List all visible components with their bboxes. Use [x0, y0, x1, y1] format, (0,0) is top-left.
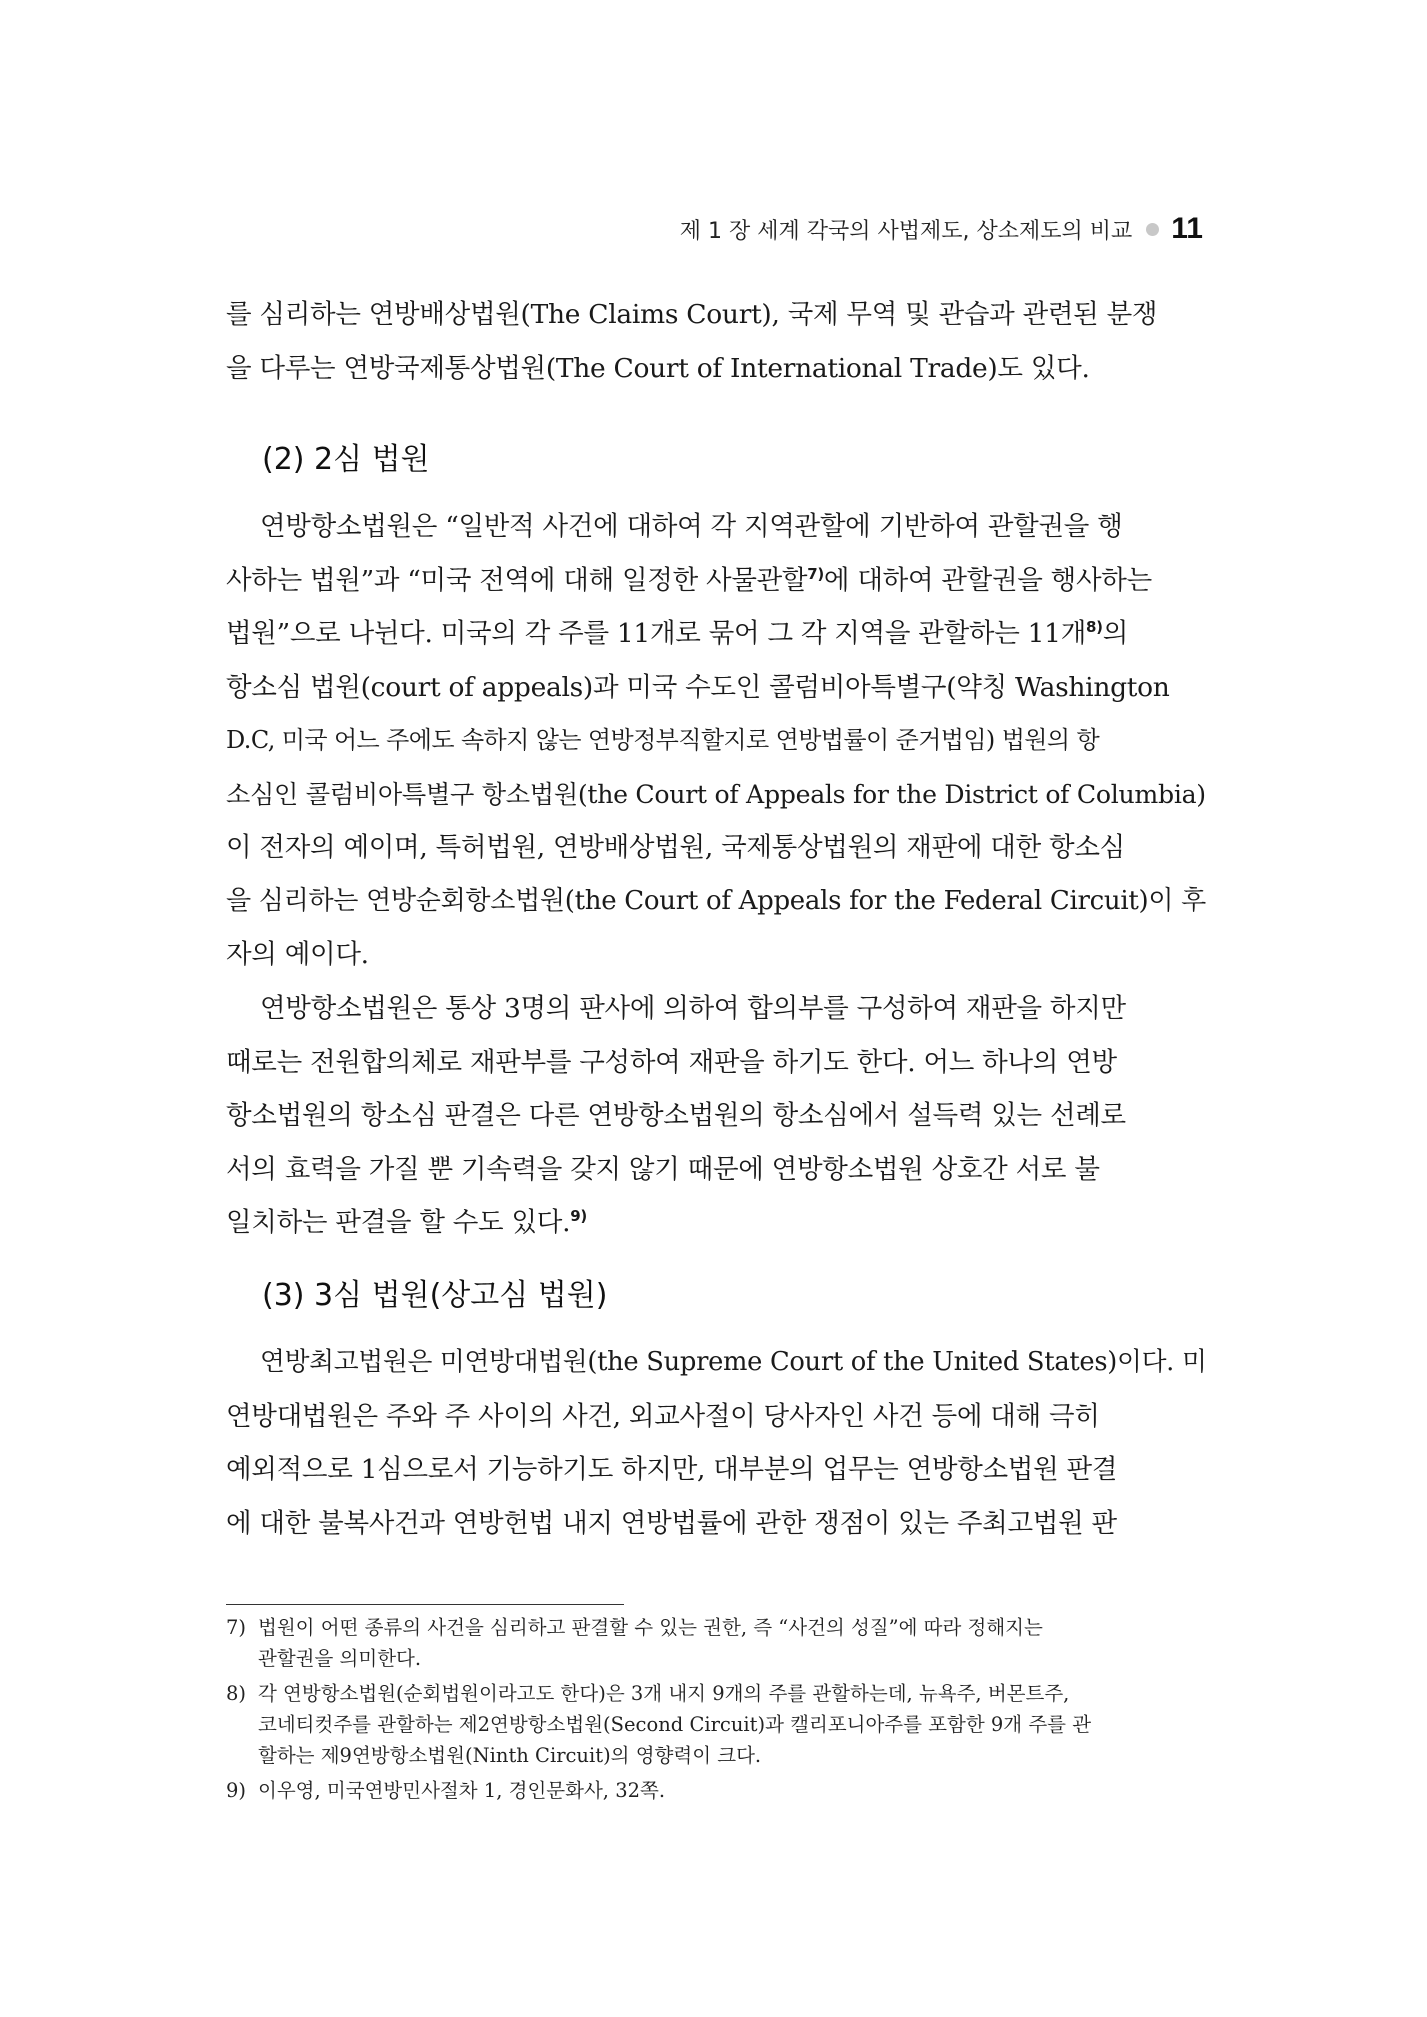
- text-line: 이 전자의 예이며, 특허법원, 연방배상법원, 국제통상법원의 재판에 대한 항소심: [226, 832, 1125, 863]
- text-line: D.C, 미국 어느 주에도 속하지 않는 연방정부직할지로 연방법률이 준거법임) 법원의 항: [226, 726, 1100, 754]
- footnote-text: [258, 1612, 1212, 1674]
- text-line: 예외적으로 1심으로서 기능하기도 하지만, 대부분의 업무는 연방항소법원 판결: [226, 1454, 1118, 1485]
- text-line: 항소법원의 항소심 판결은 다른 연방항소법원의 항소심에서 설득력 있는 선례로: [226, 1100, 1126, 1131]
- footnote-8: [226, 1678, 1212, 1771]
- text-line: 항소심 법원(court of appeals)과 미국 수도인 콜럼비아특별구(약칭 Washington: [226, 671, 1170, 703]
- text-line: 서의 효력을 가질 뿐 기속력을 갖지 않기 때문에 연방항소법원 상호간 서로 불: [226, 1153, 1100, 1185]
- footnote-line: 할하는 제9연방항소법원(Ninth Circuit)의 영향력이 크다.: [258, 1744, 762, 1767]
- footnote-9: [226, 1775, 1212, 1806]
- text-fragment: 에 대하여 관할권을 행사하는: [823, 564, 1152, 596]
- footnote-ref-9[interactable]: 9): [570, 1207, 587, 1226]
- text-line: 연방최고법원은 미연방대법원(the Supreme Court of the United States)이다. 미: [260, 1347, 1207, 1377]
- text-line: 연방대법원은 주와 주 사이의 사건, 외교사절이 당사자인 사건 등에 대해 극히: [226, 1400, 1100, 1432]
- footnote-text: [258, 1678, 1212, 1771]
- footnote-divider: [226, 1604, 624, 1605]
- footnote-line: 코네티컷주를 관할하는 제2연방항소법원(Second Circuit)과 캘리포니아주를 포함한 9개 주를 관: [258, 1713, 1092, 1736]
- text-line: [226, 607, 1212, 661]
- paragraph-4: [226, 1336, 1212, 1550]
- paragraph-1: [226, 288, 1212, 395]
- text-line: 에 대한 불복사건과 연방헌법 내지 연방법률에 관한 쟁점이 있는 주최고법원 판: [226, 1507, 1117, 1539]
- section-heading-2: (2) 2심 법원: [262, 442, 430, 477]
- footnote-line: 이우영, 미국연방민사절차 1, 경인문화사, 32쪽.: [258, 1779, 666, 1802]
- text-fragment: 법원”으로 나뉜다. 미국의 각 주를 11개로 묶어 그 각 지역을 관할하는 11개: [226, 618, 1087, 649]
- text-fragment: 의: [1102, 618, 1129, 649]
- chapter-title: 제 1 장 세계 각국의 사법제도, 상소제도의 비교: [679, 218, 1133, 244]
- text-line: 연방항소법원은 “일반적 사건에 대하여 각 지역관할에 기반하여 관할권을 행: [260, 511, 1123, 542]
- text-line: 을 다루는 연방국제통상법원(The Court of International Trade)도 있다.: [226, 352, 1090, 384]
- text-line: 자의 예이다.: [226, 939, 369, 970]
- text-line: [226, 1196, 1212, 1250]
- footnote-line: 각 연방항소법원(순회법원이라고도 한다)은 3개 내지 9개의 주를 관할하는데, 뉴욕주, 버몬트주,: [258, 1682, 1070, 1705]
- bullet-dot-icon: [1146, 223, 1159, 236]
- paragraph-3: [226, 982, 1212, 1250]
- footnote-number: 9): [226, 1779, 247, 1802]
- footnote-text: [258, 1775, 1212, 1806]
- text-line: 를 심리하는 연방배상법원(The Claims Court), 국제 무역 및 관습과 관련된 분쟁: [226, 299, 1158, 330]
- footnote-line: 관할권을 의미한다.: [258, 1647, 422, 1670]
- paragraph-2: [226, 500, 1212, 982]
- section-heading-3: (3) 3심 법원(상고심 법원): [262, 1278, 608, 1313]
- running-header: [680, 212, 1203, 246]
- text-line: 을 심리하는 연방순회항소법원(the Court of Appeals for the Federal Circuit)이 후: [226, 885, 1206, 916]
- text-fragment: 사하는 법원”과 “미국 전역에 대해 일정한 사물관할: [226, 564, 808, 596]
- text-line: 때로는 전원합의체로 재판부를 구성하여 재판을 하기도 한다. 어느 하나의 연방: [226, 1046, 1117, 1078]
- footnote-7: [226, 1612, 1212, 1674]
- text-fragment: 일치하는 판결을 할 수도 있다.: [226, 1207, 571, 1238]
- page-number: 11: [1171, 212, 1203, 245]
- text-line: [226, 554, 1212, 608]
- footnote-number: 7): [226, 1616, 247, 1639]
- footnote-number: 8): [226, 1682, 247, 1705]
- footnote-ref-7[interactable]: 7): [807, 564, 824, 583]
- text-line: 연방항소법원은 통상 3명의 판사에 의하여 합의부를 구성하여 재판을 하지만: [260, 993, 1126, 1024]
- footnote-ref-8[interactable]: 8): [1086, 618, 1103, 637]
- footnote-line: 법원이 어떤 종류의 사건을 심리하고 판결할 수 있는 권한, 즉 “사건의 성질”에 따라 정해지는: [258, 1616, 1043, 1639]
- footnotes: [226, 1612, 1212, 1810]
- text-line: 소심인 콜럼비아특별구 항소법원(the Court of Appeals for the District of Columbia): [226, 779, 1206, 809]
